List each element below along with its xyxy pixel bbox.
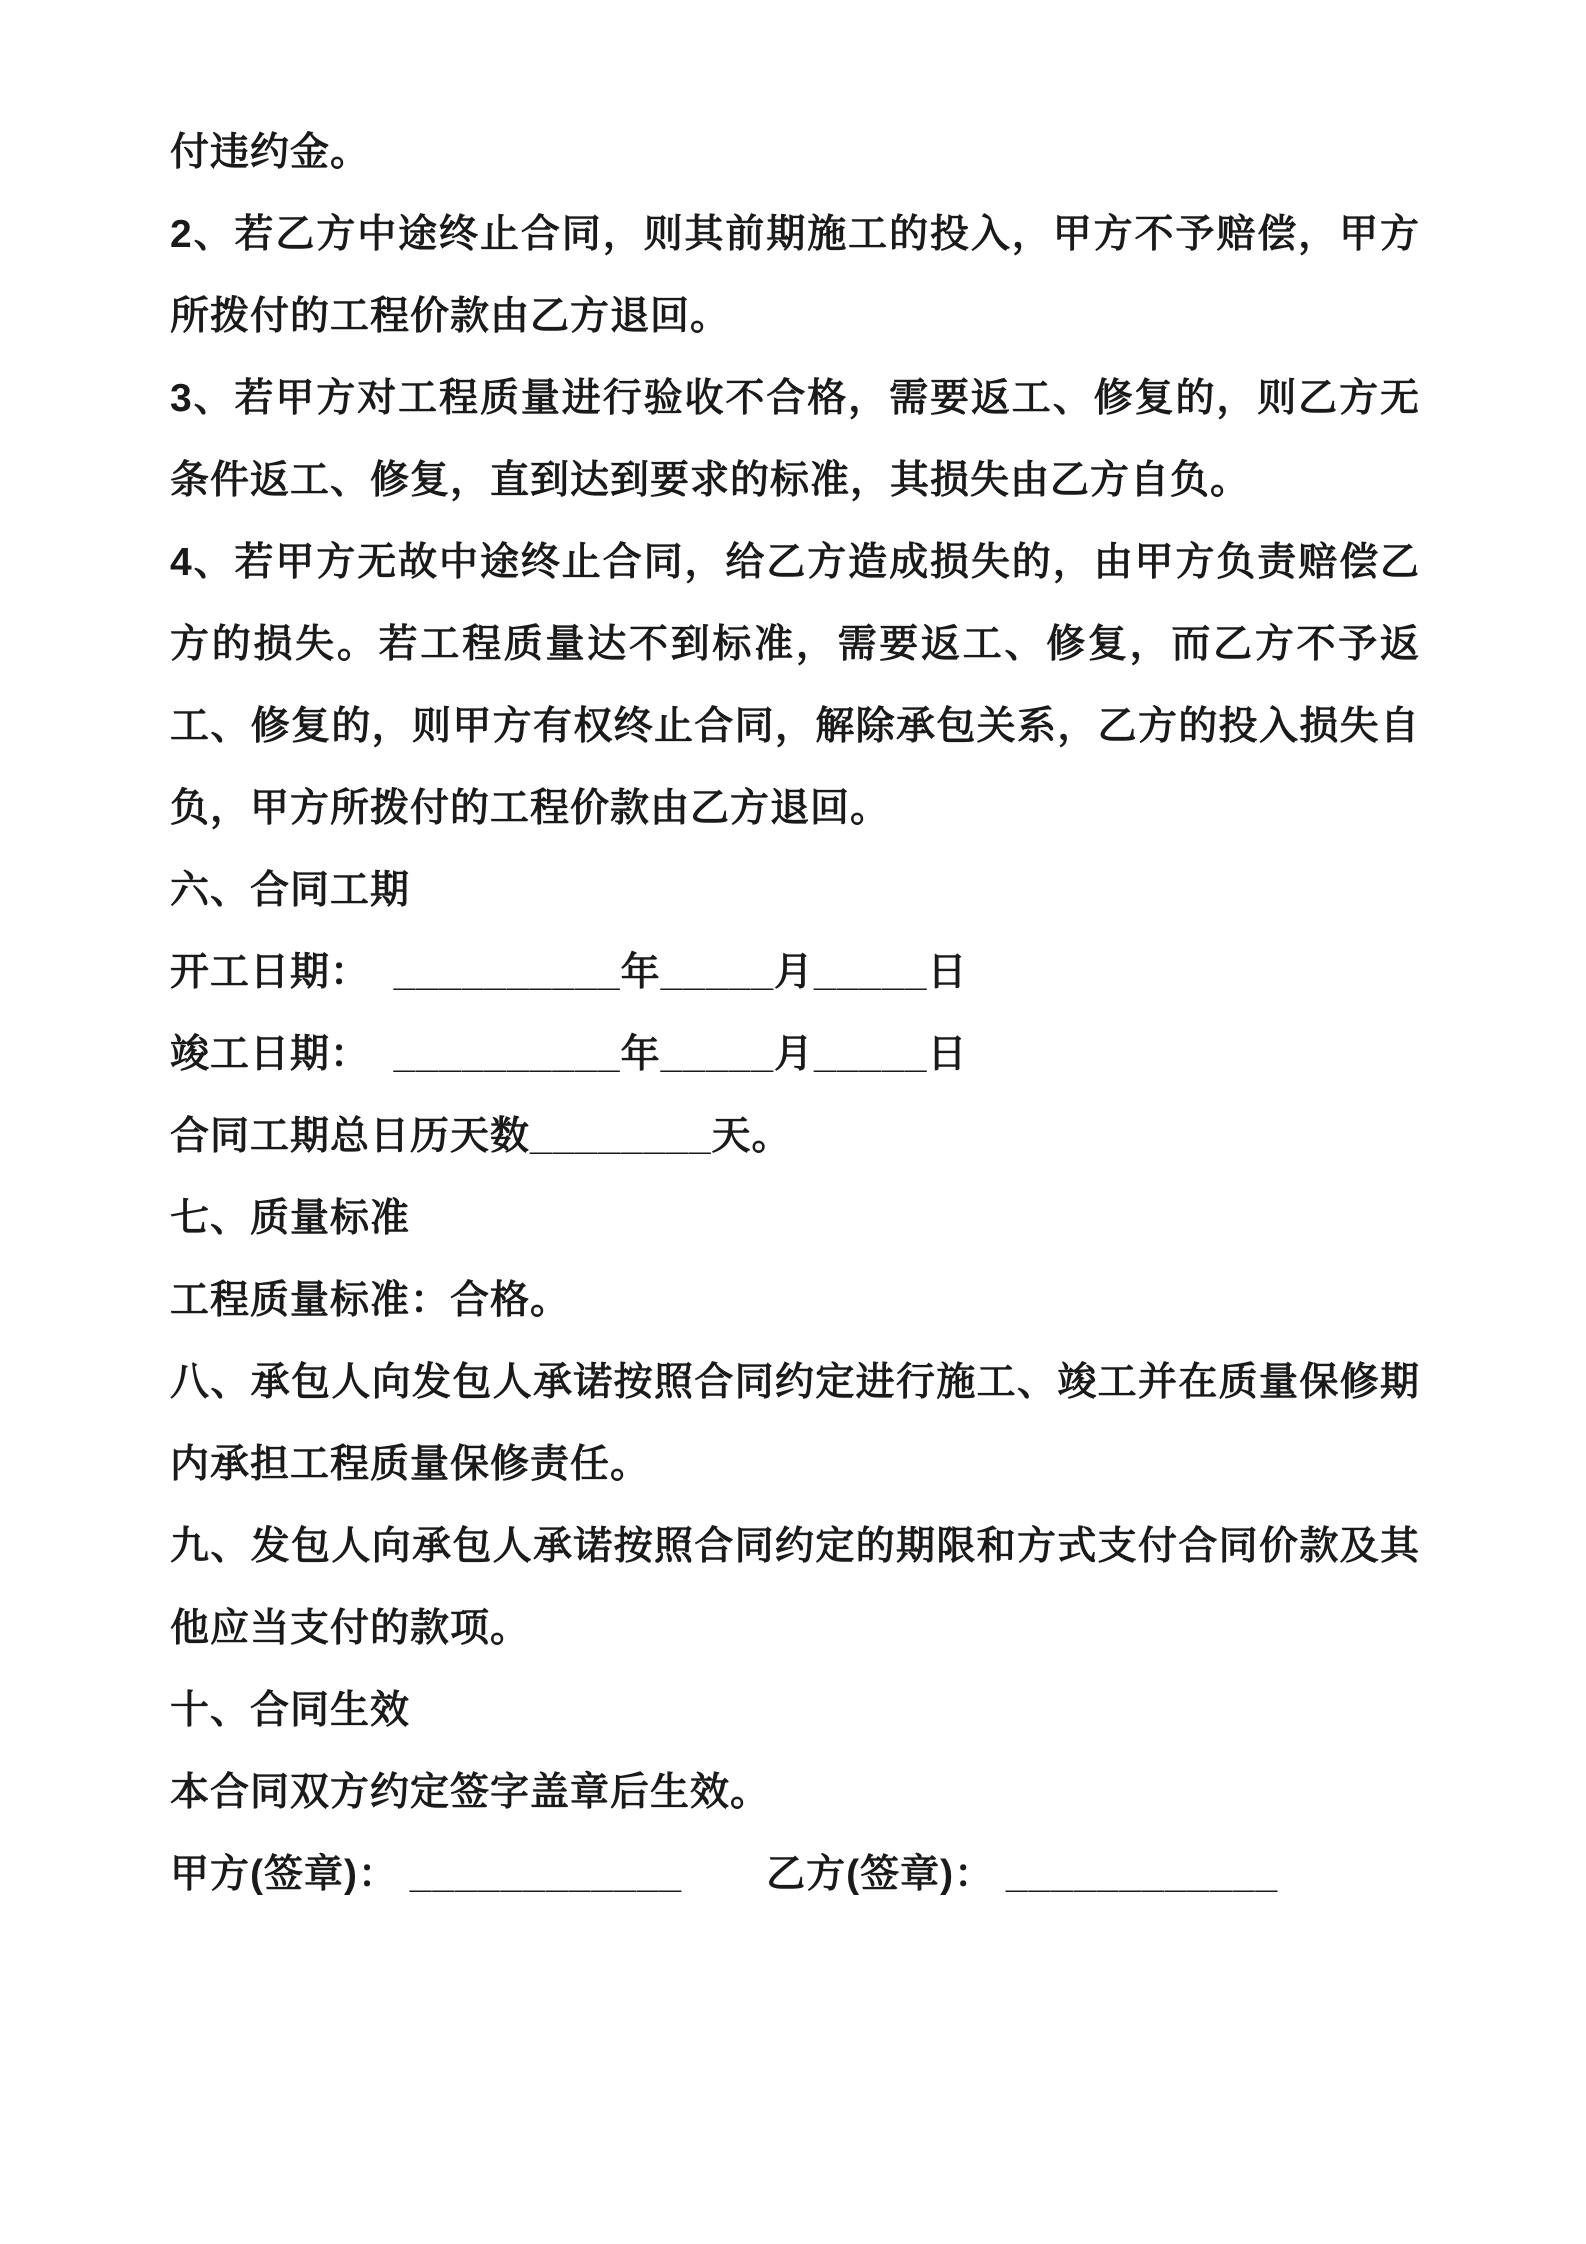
heading-section-7-quality-standard: 七、质量标准 (170, 1197, 411, 1240)
party-b-signature-line: 乙方(签章)： ____________ (766, 1853, 1279, 1896)
clause-2: 2、若乙方中途终止合同，则其前期施工的投入，甲方不予赔偿，甲方所拨付的工程价款由乙方退回。 (170, 213, 1420, 338)
completion-date-line: 竣工日期： __________年_____月_____日 (170, 1033, 968, 1076)
clause-penalty-continuation: 付违约金。 (170, 131, 371, 174)
clause-3: 3、若甲方对工程质量进行验收不合格，需要返工、修复的，则乙方无条件返工、修复，直到达到要求的标准，其损失由乙方自负。 (170, 377, 1420, 502)
party-a-signature-line: 甲方(签章)： ____________ (170, 1853, 683, 1896)
clause-4: 4、若甲方无故中途终止合同，给乙方造成损失的，由甲方负责赔偿乙方的损失。若工程质量达不到标准，需要返工、修复，而乙方不予返工、修复的，则甲方有权终止合同，解除承包关系，乙方的投入损失自负，甲方所拨付的工程价款由乙方退回。 (170, 541, 1420, 830)
clause-8-contractor-promise: 八、承包人向发包人承诺按照合同约定进行施工、竣工并在质量保修期内承担工程质量保修责任。 (170, 1361, 1420, 1486)
quality-standard-line: 工程质量标准：合格。 (170, 1279, 571, 1322)
start-date-line: 开工日期： __________年_____月_____日 (170, 951, 968, 994)
heading-section-6-contract-duration: 六、合同工期 (170, 869, 411, 912)
total-calendar-days-line: 合同工期总日历天数________天。 (170, 1115, 792, 1158)
heading-section-10-effectiveness: 十、合同生效 (170, 1689, 411, 1732)
signature-row (170, 1834, 1420, 1916)
contract-body (170, 112, 1420, 1916)
effectiveness-line: 本合同双方约定签字盖章后生效。 (170, 1771, 771, 1814)
clause-9-employer-promise: 九、发包人向承包人承诺按照合同约定的期限和方式支付合同价款及其他应当支付的款项。 (170, 1525, 1420, 1650)
